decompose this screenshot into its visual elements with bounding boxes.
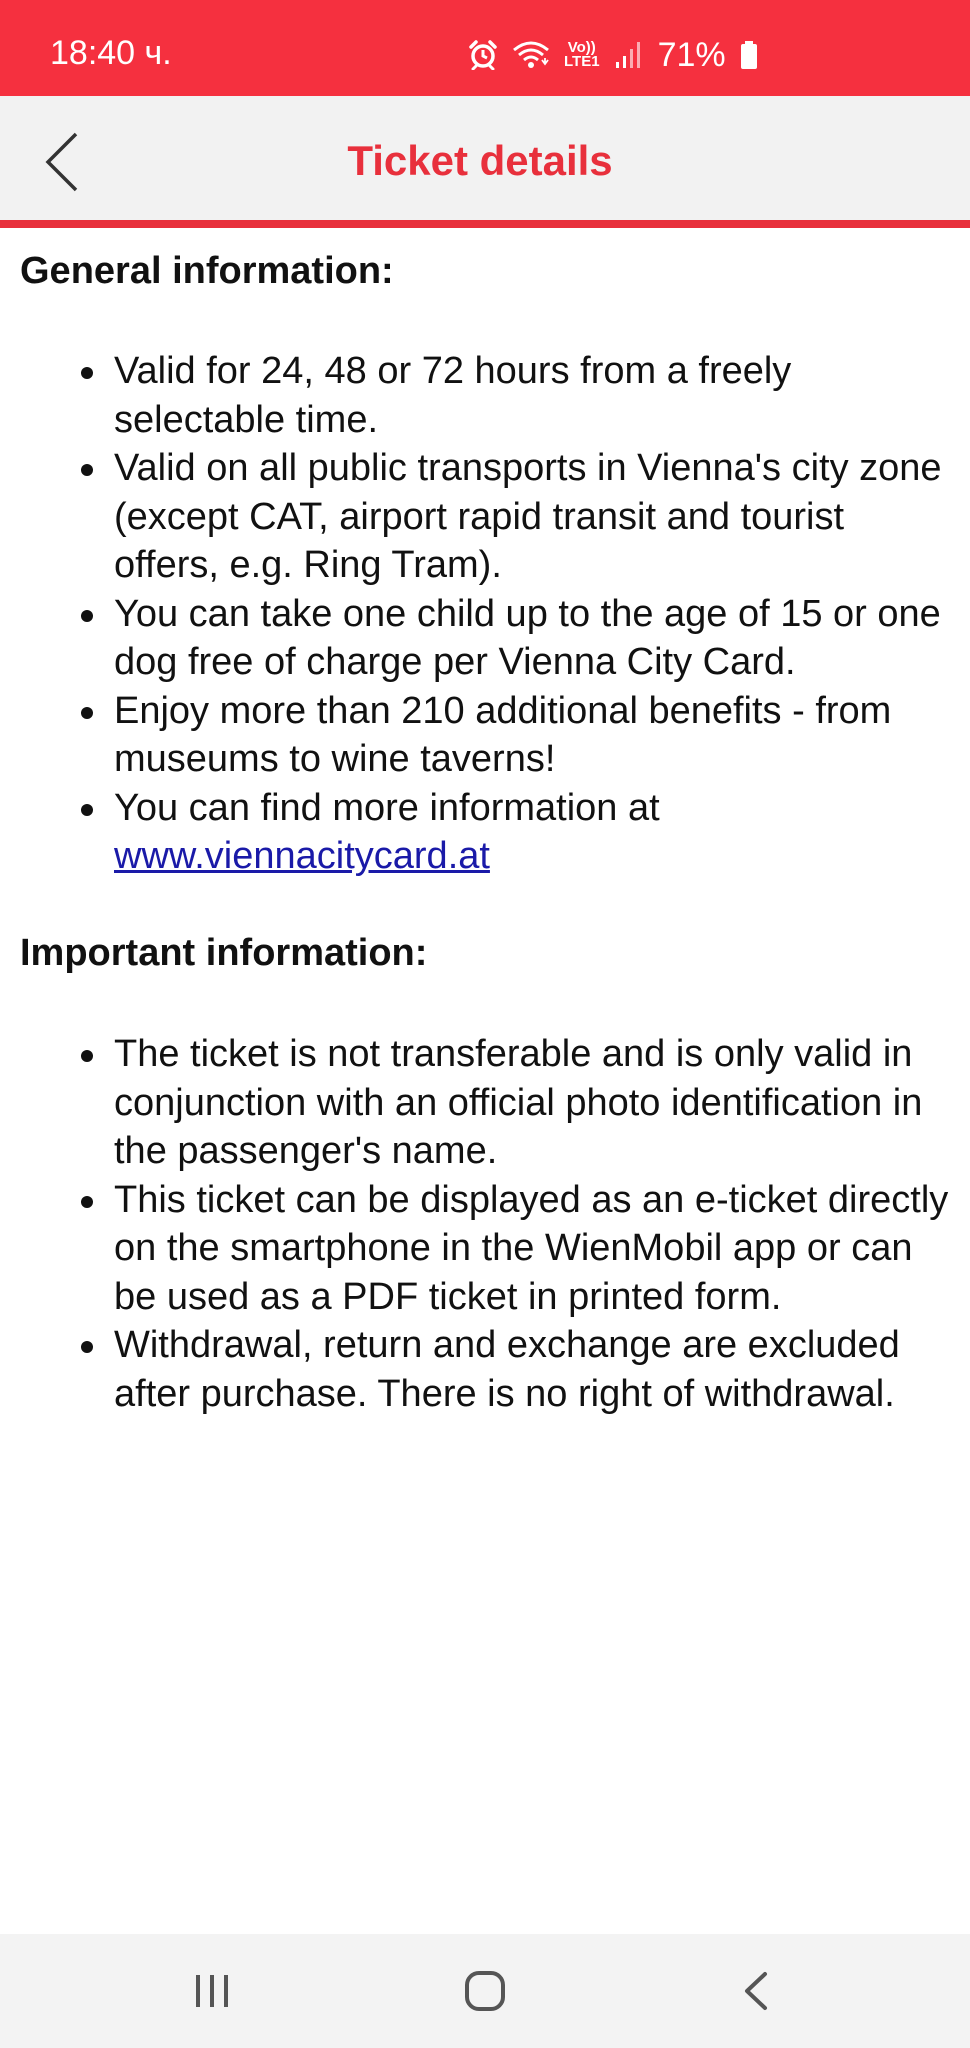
system-nav-bar <box>0 1934 970 2048</box>
lte-label: LTE1 <box>564 53 600 70</box>
list-item: You can take one child up to the age of 15 or one dog free of charge per Vienna City Card. <box>0 590 960 687</box>
general-info-list <box>0 347 960 881</box>
volte-label: Vo)) <box>567 39 596 56</box>
important-info-heading: Important information: <box>20 932 428 974</box>
list-item: This ticket can be displayed as an e-ticket directly on the smartphone in the WienMobil app or can be used as a PDF ticket in printed form. <box>0 1176 960 1322</box>
status-time: 18:40 ч. <box>50 34 172 72</box>
status-bar <box>0 0 970 96</box>
list-item: Valid on all public transports in Vienna's city zone (except CAT, airport rapid transit and tourist offers, e.g. Ring Tram). <box>0 444 960 590</box>
list-item: Withdrawal, return and exchange are excluded after purchase. There is no right of withdrawal. <box>0 1321 960 1418</box>
header-divider <box>0 220 970 228</box>
page-title: Ticket details <box>347 137 613 184</box>
system-back-button[interactable] <box>696 1934 816 2048</box>
alarm-icon <box>468 40 498 70</box>
recent-apps-icon <box>192 1973 232 2009</box>
back-icon <box>741 1971 771 2011</box>
signal-icon <box>614 40 644 70</box>
general-info-heading: General information: <box>20 250 394 292</box>
volte-icon <box>564 41 600 69</box>
battery-icon <box>740 40 758 70</box>
list-item: The ticket is not transferable and is only valid in conjunction with an official photo identification in the passenger's name. <box>0 1030 960 1176</box>
important-info-list <box>0 1030 960 1418</box>
wifi-icon <box>512 40 550 70</box>
list-item: Enjoy more than 210 additional benefits - from museums to wine taverns! <box>0 687 960 784</box>
vienna-city-card-link[interactable]: www.viennacitycard.at <box>114 835 490 877</box>
home-button[interactable] <box>425 1934 545 2048</box>
list-item: Valid for 24, 48 or 72 hours from a freely selectable time. <box>0 347 960 444</box>
battery-percent: 71% <box>657 36 726 74</box>
more-info-text: You can find more information at <box>114 786 660 829</box>
status-icons <box>468 38 758 72</box>
app-header <box>0 96 970 220</box>
recent-apps-button[interactable] <box>152 1934 272 2048</box>
list-item-more-info <box>0 784 960 881</box>
home-icon <box>464 1970 506 2012</box>
